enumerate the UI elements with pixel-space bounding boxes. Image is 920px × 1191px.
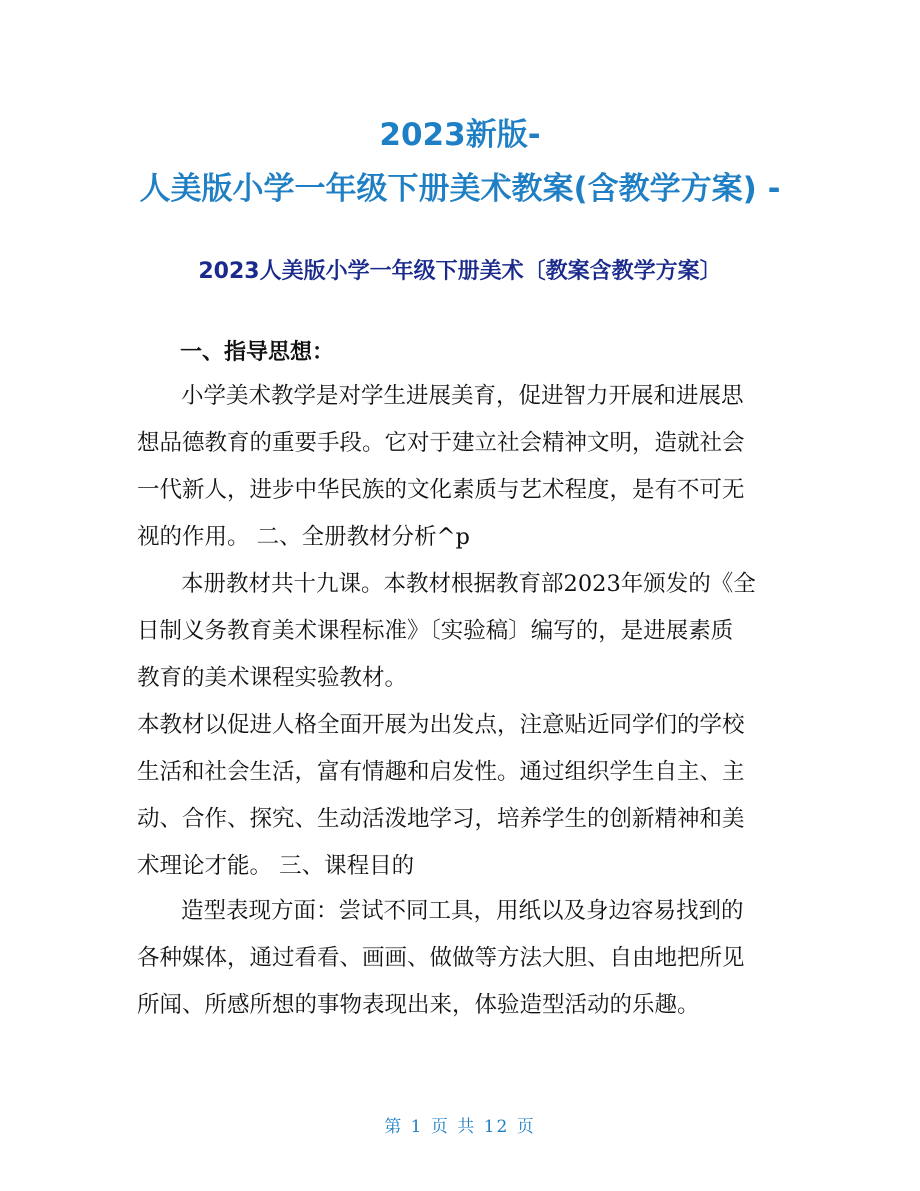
paragraph-line: 动、合作、探究、生动活泼地学习，培养学生的创新精神和美 bbox=[137, 806, 745, 832]
paragraph-3 bbox=[137, 702, 787, 890]
paragraph-1 bbox=[137, 373, 787, 561]
paragraph-line: 所闻、所感所想的事物表现出来，体验造型活动的乐趣。 bbox=[137, 992, 700, 1018]
page-number-footer: 第 1 页 共 12 页 bbox=[384, 1117, 536, 1137]
paragraph-line: 造型表现方面：尝试不同工具，用纸以及身边容易找到的 bbox=[181, 898, 744, 924]
paragraph-line: 一代新人，进步中华民族的文化素质与艺术程度，是有不可无 bbox=[137, 477, 745, 503]
paragraph-line: 想品德教育的重要手段。它对于建立社会精神文明，造就社会 bbox=[137, 430, 745, 456]
paragraph-line: 日制义务教育美术课程标准》〔实验稿〕编写的，是进展素质 bbox=[137, 618, 734, 644]
paragraph-line: 术理论才能。 三、课程目的 bbox=[137, 853, 415, 879]
paragraph-2 bbox=[137, 561, 787, 702]
paragraph-line: 本册教材共十九课。本教材根据教育部2023年颁发的《全 bbox=[181, 571, 756, 597]
paragraph-line: 生活和社会生活，富有情趣和启发性。通过组织学生自主、主 bbox=[137, 759, 745, 785]
section-heading-guiding-ideology: 一、指导思想： bbox=[180, 340, 335, 365]
paragraph-line: 教育的美术课程实验教材。 bbox=[137, 665, 408, 691]
document-title-line-2: 人美版小学一年级下册美术教案(含教学方案) - bbox=[139, 171, 781, 207]
paragraph-line: 视的作用。 二、全册教材分析^p bbox=[137, 524, 470, 550]
document-title-line-1: 2023新版- bbox=[379, 117, 541, 153]
paragraph-4 bbox=[137, 888, 787, 1029]
paragraph-line: 各种媒体，通过看看、画画、做做等方法大胆、自由地把所见 bbox=[137, 945, 745, 971]
paragraph-line: 本教材以促进人格全面开展为出发点，注意贴近同学们的学校 bbox=[137, 712, 745, 738]
paragraph-line: 小学美术教学是对学生进展美育，促进智力开展和进展思 bbox=[181, 383, 744, 409]
document-subtitle: 2023人美版小学一年级下册美术〔教案含教学方案〕 bbox=[198, 259, 722, 284]
